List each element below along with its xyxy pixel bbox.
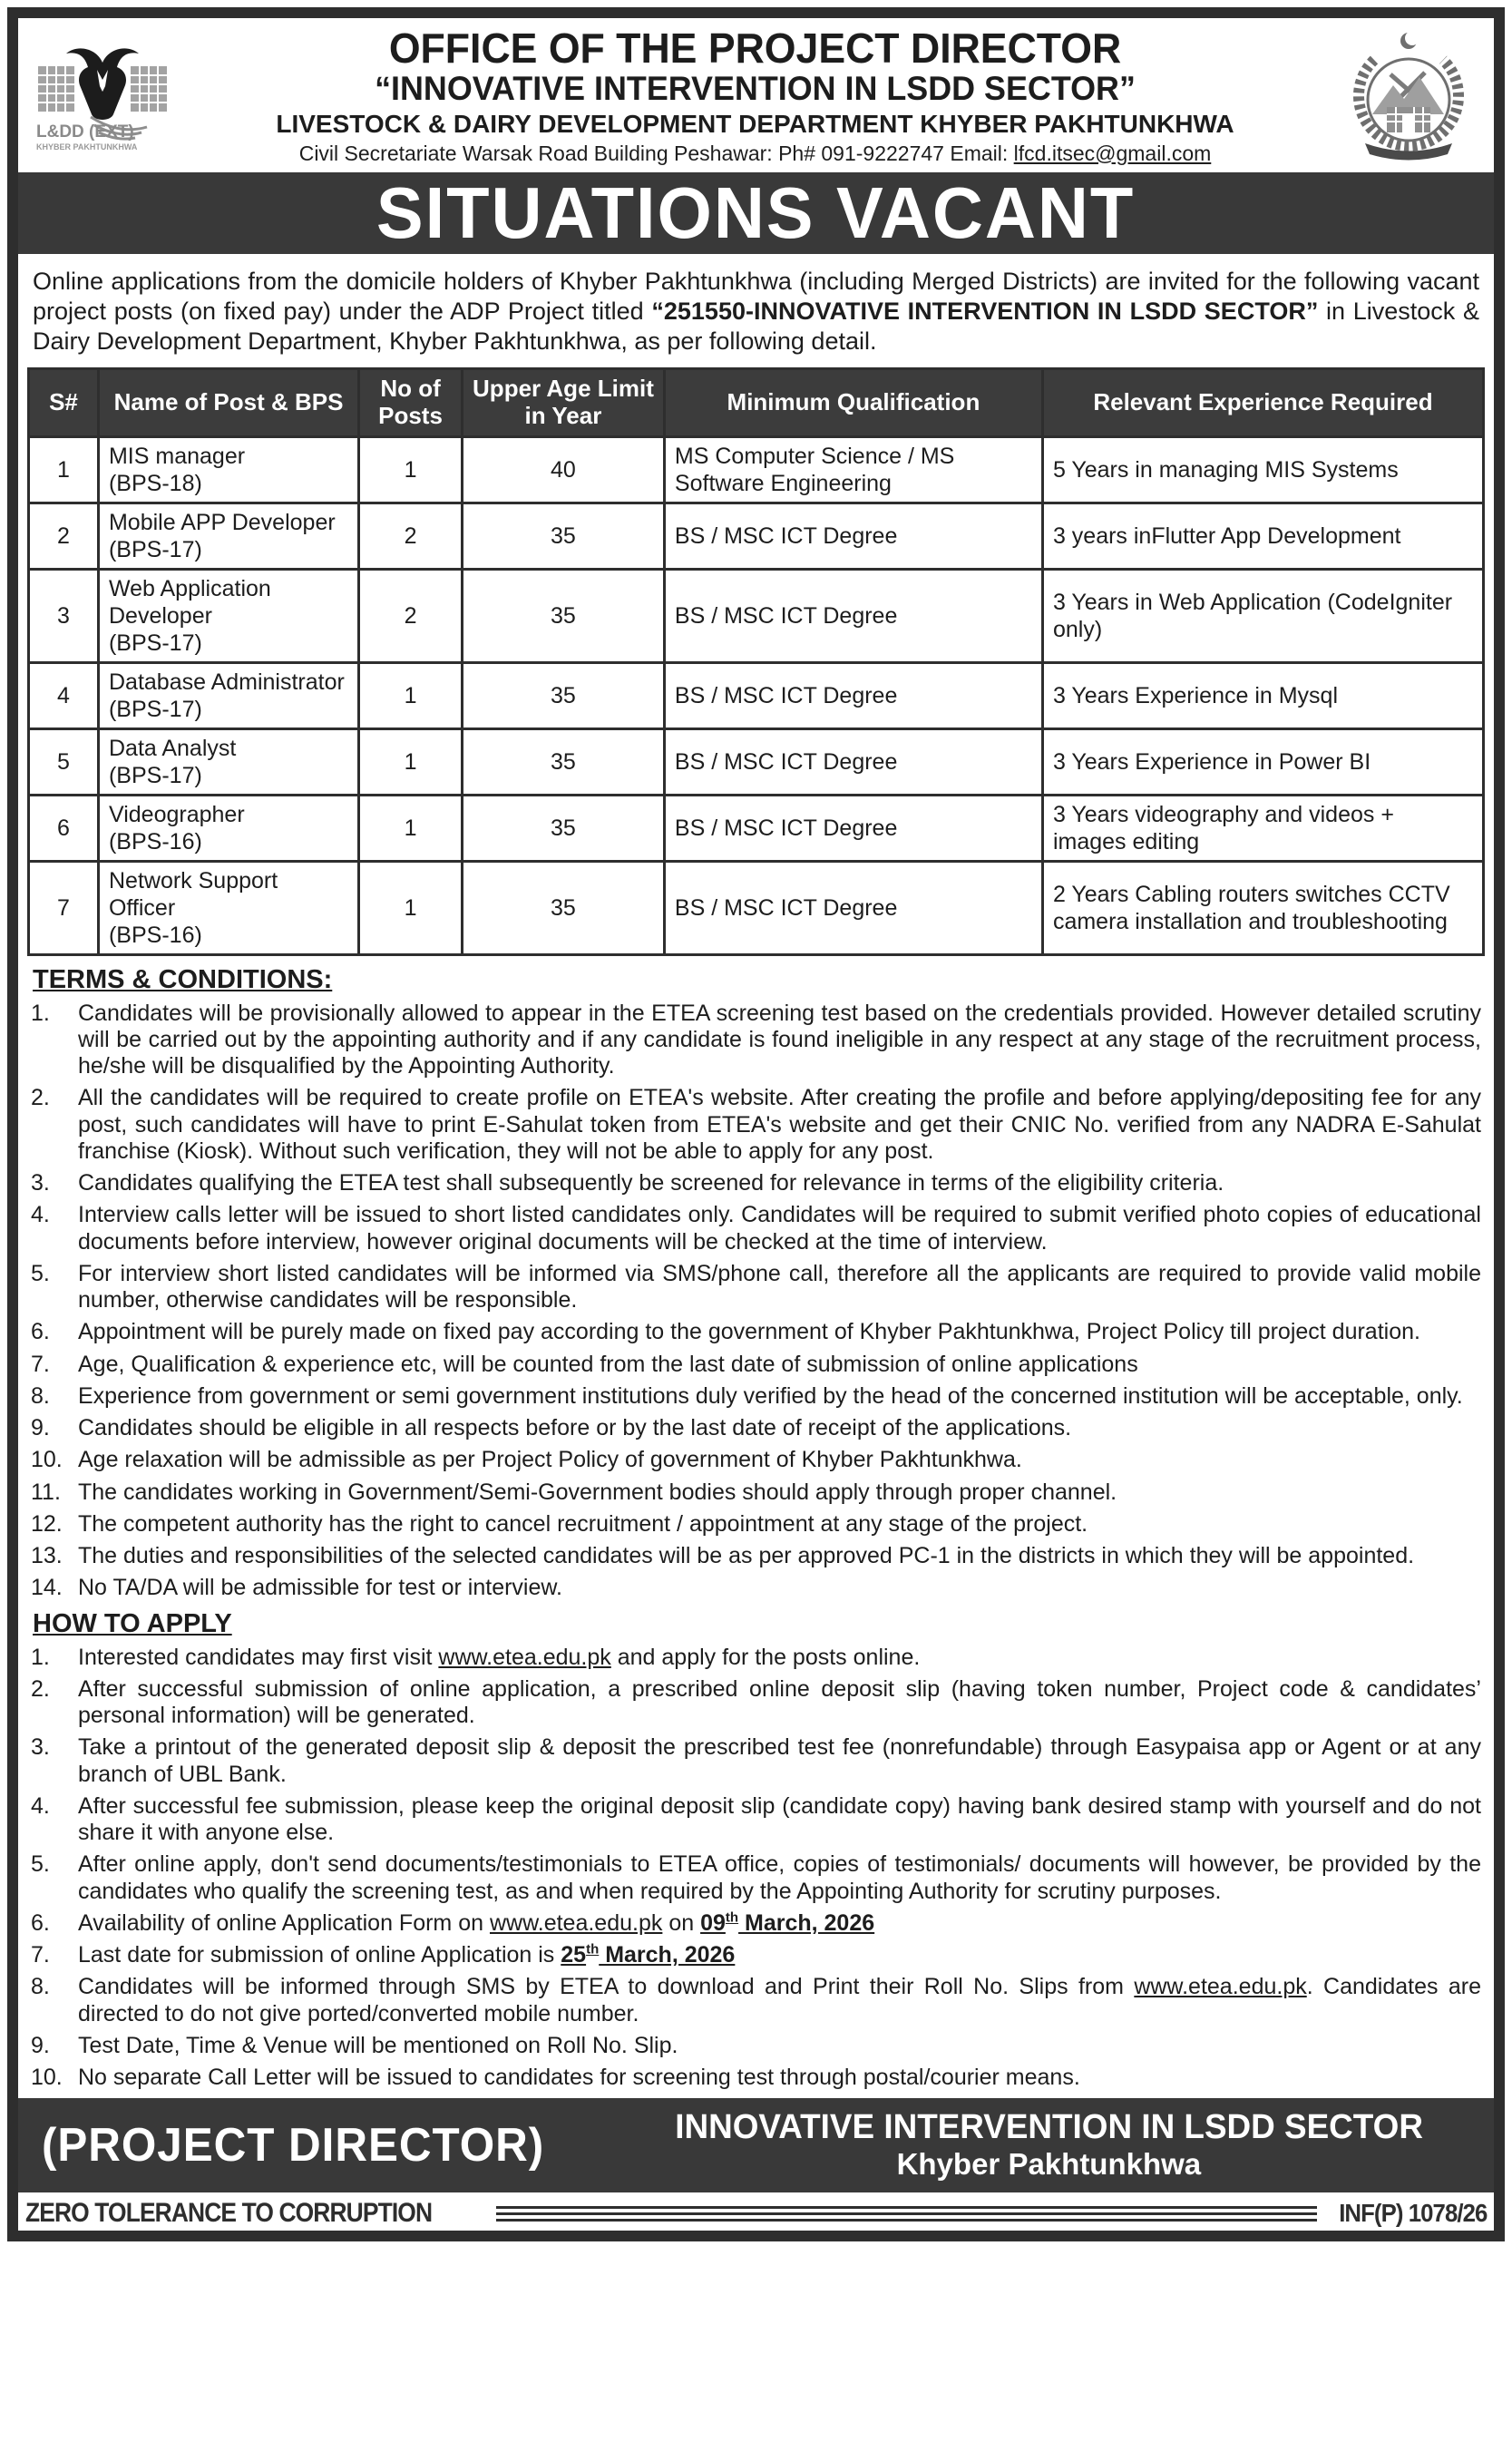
posts-count-cell: 1 (359, 436, 463, 503)
table-row (29, 662, 1484, 728)
text-segment: th (586, 1941, 600, 1958)
item-text (78, 1383, 1481, 1410)
building-graphic (1387, 107, 1430, 132)
serial-number-cell: 4 (29, 662, 99, 728)
item-text (78, 1319, 1481, 1345)
item-number: 8. (31, 1974, 50, 2000)
experience-cell: 3 Years in Web Application (CodeIgniter only) (1042, 569, 1483, 662)
text-segment: 09 (700, 1909, 726, 1936)
text-segment: Interested candidates may first visit (78, 1644, 439, 1670)
column-header: Name of Post & BPS (98, 368, 358, 436)
terms-item (31, 1085, 1481, 1165)
how-to-apply-item (31, 1645, 1481, 1671)
item-text (78, 1575, 1481, 1601)
posts-count-cell: 2 (359, 503, 463, 569)
how-to-apply-item (31, 2033, 1481, 2059)
item-number: 8. (31, 1382, 50, 1409)
serial-number-cell: 5 (29, 728, 99, 795)
item-text (78, 2033, 1481, 2059)
ad-header (18, 18, 1494, 172)
qualification-cell: BS / MSC ICT Degree (664, 569, 1042, 662)
text-segment: March, 2026 (599, 1942, 736, 1968)
post-title: Network Support Officer (108, 867, 278, 921)
item-text (78, 1543, 1481, 1569)
item-number: 2. (31, 1675, 50, 1702)
post-bps: (BPS-18) (108, 470, 202, 496)
post-name-cell (98, 662, 358, 728)
item-number: 9. (31, 2032, 50, 2058)
post-name-cell (98, 728, 358, 795)
item-number: 11. (31, 1479, 61, 1505)
text-segment: No TA/DA will be admissible for test or interview. (78, 1575, 562, 1601)
post-bps: (BPS-17) (108, 630, 202, 656)
ad-reference-number: INF(P) 1078/26 (1338, 2199, 1487, 2228)
item-number: 9. (31, 1415, 50, 1441)
text-segment: The duties and responsibilities of the selected candidates will be as per approved PC-1 in the districts in which they will be appointed. (78, 1543, 1415, 1569)
item-text (78, 1001, 1481, 1080)
posts-count-cell: 1 (359, 662, 463, 728)
serial-number-cell: 6 (29, 795, 99, 861)
divider-lines-icon (496, 2206, 1316, 2222)
experience-cell: 2 Years Cabling routers switches CCTV camera installation and troubleshooting (1042, 861, 1483, 954)
intro-paragraph (18, 254, 1494, 364)
text-segment: Last date for submission of online Application is (78, 1942, 561, 1968)
post-title: Database Administrator (108, 669, 345, 695)
footer-band (18, 2098, 1494, 2192)
project-title: “INNOVATIVE INTERVENTION IN LSDD SECTOR” (375, 69, 1136, 107)
experience-cell: 3 Years Experience in Mysql (1042, 662, 1483, 728)
kp-government-emblem (1336, 27, 1481, 165)
item-text (78, 1974, 1481, 2027)
item-number: 5. (31, 1851, 50, 1878)
text-segment: Experience from government or semi government institutions duly verified by the head of the concerned institution will be acceptable, only. (78, 1382, 1463, 1409)
item-number: 6. (31, 1909, 50, 1936)
posts-table-body (29, 436, 1484, 954)
table-row (29, 436, 1484, 503)
text-segment: Test Date, Time & Venue will be mentioned on Roll No. Slip. (78, 2032, 678, 2058)
text-segment: Appointment will be purely made on fixed pay according to the government of Khyber Pakhtunkhwa, Project Policy till project duration. (78, 1319, 1420, 1345)
address-text: Civil Secretariate Warsak Road Building Peshawar: Ph# 091-9222747 Email: (298, 141, 1014, 165)
terms-item (31, 1352, 1481, 1378)
item-text (78, 1447, 1481, 1473)
post-title: Web Application Developer (108, 575, 271, 629)
age-limit-cell: 35 (462, 503, 664, 569)
text-segment: “251550-INNOVATIVE INTERVENTION IN LSDD SECTOR” (651, 297, 1319, 325)
item-text (78, 1261, 1481, 1314)
how-to-apply-item (31, 2065, 1481, 2091)
terms-item (31, 1383, 1481, 1410)
table-row (29, 503, 1484, 569)
item-number: 7. (31, 1942, 50, 1968)
terms-item (31, 1575, 1481, 1601)
post-title: Data Analyst (108, 735, 237, 761)
item-text (78, 1734, 1481, 1788)
terms-item (31, 1415, 1481, 1441)
text-segment: Candidates should be eligible in all respects before or by the last date of receipt of the applications. (78, 1415, 1072, 1441)
item-number: 2. (31, 1085, 50, 1111)
posts-count-cell: 1 (359, 861, 463, 954)
age-limit-cell: 35 (462, 569, 664, 662)
how-to-apply-item (31, 1793, 1481, 1847)
serial-number-cell: 3 (29, 569, 99, 662)
bottom-strip (18, 2192, 1494, 2231)
table-row (29, 795, 1484, 861)
item-text (78, 1352, 1481, 1378)
item-number: 3. (31, 1734, 50, 1761)
how-to-apply-item (31, 1910, 1481, 1937)
how-to-apply-item (31, 1851, 1481, 1905)
how-to-apply-item (31, 1974, 1481, 2027)
lsdd-logo-sublabel: KHYBER PAKHTUNKHWA (36, 142, 138, 151)
item-text (78, 2065, 1481, 2091)
item-number: 4. (31, 1202, 50, 1228)
text-segment: For interview short listed candidates will be informed via SMS/phone call, therefore all the applicants are required to provide valid mobile number, otherwise candidates will be responsible. (78, 1260, 1481, 1313)
age-limit-cell: 35 (462, 861, 664, 954)
footer-project-block (628, 2109, 1470, 2182)
table-header-row (29, 368, 1484, 436)
ad-frame (7, 7, 1505, 2241)
experience-cell: 5 Years in managing MIS Systems (1042, 436, 1483, 503)
column-header: Minimum Qualification (664, 368, 1042, 436)
terms-item (31, 1261, 1481, 1314)
text-segment: Candidates will be provisionally allowed to appear in the ETEA screening test based on the credentials provided. However detailed scrutiny will be carried out by the appointing authority and if any candidate is found ineligible in any respect at any stage of the recruitment process, he/she will be disqualified by the Appointing Authority. (78, 1000, 1481, 1079)
item-number: 3. (31, 1170, 50, 1196)
qualification-cell: BS / MSC ICT Degree (664, 795, 1042, 861)
item-number: 1. (31, 1644, 50, 1670)
text-segment: Interview calls letter will be issued to short listed candidates only. Candidates will be required to submit verified photo copies of educational documents before interview, however original documents will be checked at the time of interview. (78, 1202, 1481, 1255)
terms-item (31, 1511, 1481, 1538)
text-segment: in Livestock & Dairy Development Department, Khyber Pakhtunkhwa, as per following detail. (33, 297, 1480, 355)
qualification-cell: BS / MSC ICT Degree (664, 662, 1042, 728)
terms-item (31, 1319, 1481, 1345)
text-segment: After successful submission of online application, a prescribed online deposit slip (having token number, Project code & candidates’ personal information) will be generated. (78, 1675, 1481, 1729)
post-name-cell (98, 503, 358, 569)
item-text (78, 1511, 1481, 1538)
text-segment: www.etea.edu.pk (438, 1644, 611, 1670)
column-header: Upper Age Limit in Year (462, 368, 664, 436)
table-row (29, 728, 1484, 795)
project-director-signature: (PROJECT DIRECTOR) (42, 2119, 545, 2173)
age-limit-cell: 35 (462, 795, 664, 861)
post-bps: (BPS-16) (108, 922, 202, 948)
vacancies-table (27, 367, 1485, 956)
text-segment: Age relaxation will be admissible as per Project Policy of government of Khyber Pakhtunkhwa. (78, 1447, 1022, 1473)
item-number: 10. (31, 2065, 63, 2091)
item-number: 1. (31, 1000, 50, 1026)
age-limit-cell: 35 (462, 662, 664, 728)
text-segment: and apply for the posts online. (610, 1644, 921, 1670)
item-text (78, 1910, 1481, 1937)
table-row (29, 569, 1484, 662)
text-segment: Age, Qualification & experience etc, will be counted from the last date of submission of online applications (78, 1351, 1138, 1377)
posts-count-cell: 1 (359, 728, 463, 795)
text-segment: Take a printout of the generated deposit slip & deposit the prescribed test fee (nonrefundable) through Easypaisa app or Agent or at any branch of UBL Bank. (78, 1734, 1481, 1787)
lsdd-logo-label: L&DD (EXT) (36, 122, 134, 142)
post-name-cell (98, 795, 358, 861)
text-segment: Availability of online Application Form on (78, 1909, 490, 1936)
text-segment: www.etea.edu.pk (489, 1909, 663, 1936)
text-segment: Candidates will be informed through SMS by ETEA to download and Print their Roll No. Slips from (78, 1974, 1135, 2000)
post-bps: (BPS-17) (108, 696, 202, 722)
text-segment: 25 (561, 1942, 587, 1968)
how-to-apply-list (18, 1645, 1494, 2092)
lsdd-department-logo (31, 28, 174, 164)
post-name-cell (98, 861, 358, 954)
age-limit-cell: 35 (462, 728, 664, 795)
qualification-cell: BS / MSC ICT Degree (664, 861, 1042, 954)
situations-vacant-banner (18, 172, 1494, 254)
posts-count-cell: 1 (359, 795, 463, 861)
item-number: 12. (31, 1510, 63, 1537)
item-text (78, 1851, 1481, 1905)
how-to-apply-item (31, 1734, 1481, 1788)
qualification-cell: BS / MSC ICT Degree (664, 503, 1042, 569)
department-title: LIVESTOCK & DAIRY DEVELOPMENT DEPARTMENT KHYBER PAKHTUNKHWA (276, 109, 1234, 138)
text-segment: The candidates working in Government/Semi-Government bodies should apply through proper channel. (78, 1479, 1117, 1505)
zero-tolerance-slogan: ZERO TOLERANCE TO CORRUPTION (25, 2198, 433, 2229)
post-name-cell (98, 569, 358, 662)
post-title: MIS manager (108, 443, 246, 469)
banner-text: SITUATIONS VACANT (376, 172, 1136, 253)
column-header: No of Posts (359, 368, 463, 436)
email-link: lfcd.itsec@gmail.com (1013, 141, 1212, 165)
item-number: 6. (31, 1319, 50, 1345)
terms-item (31, 1202, 1481, 1255)
post-name-cell (98, 436, 358, 503)
post-bps: (BPS-17) (108, 762, 202, 788)
terms-item (31, 1001, 1481, 1080)
item-number: 4. (31, 1792, 50, 1819)
table-row (29, 861, 1484, 954)
text-segment: Online applications from the domicile holders of Khyber Pakhtunkhwa (including Merged Districts) are invited for the following vacant project posts (on fixed pay) under the ADP Project titled (33, 268, 1479, 325)
item-text (78, 1415, 1481, 1441)
serial-number-cell: 2 (29, 503, 99, 569)
terms-heading: TERMS & CONDITIONS: (33, 964, 333, 994)
qualification-cell: MS Computer Science / MS Software Engineering (664, 436, 1042, 503)
terms-item (31, 1447, 1481, 1473)
item-text (78, 1202, 1481, 1255)
text-segment: www.etea.edu.pk (1134, 1974, 1307, 2000)
post-bps: (BPS-16) (108, 828, 202, 854)
text-segment: on (662, 1909, 701, 1936)
how-to-apply-item (31, 1942, 1481, 1968)
terms-item (31, 1479, 1481, 1506)
item-text (78, 1170, 1481, 1196)
office-title: OFFICE OF THE PROJECT DIRECTOR (388, 24, 1122, 72)
experience-cell: 3 Years Experience in Power BI (1042, 728, 1483, 795)
item-text (78, 1793, 1481, 1847)
text-segment: . Candidates are directed to do not give ported/converted mobile number. (78, 1974, 1481, 2026)
text-segment: All the candidates will be required to create profile on ETEA's website. After creating the profile and before applying/depositing fee for any post, such candidates will have to print E-Sahulat token from ETEA's website and get their CNIC No. verified from any NADRA E-Sahulat franchise (Kiosk). Without such verification, they will not be able to apply for any post. (78, 1085, 1481, 1164)
column-header: S# (29, 368, 99, 436)
item-number: 10. (31, 1447, 63, 1473)
footer-project-name: INNOVATIVE INTERVENTION IN LSDD SECTOR (675, 2108, 1423, 2147)
posts-count-cell: 2 (359, 569, 463, 662)
text-segment: th (725, 1909, 739, 1926)
text-segment: Candidates qualifying the ETEA test shall subsequently be screened for relevance in terms of the eligibility criteria. (78, 1170, 1224, 1196)
item-number: 5. (31, 1260, 50, 1286)
item-number: 7. (31, 1351, 50, 1377)
post-bps: (BPS-17) (108, 536, 202, 562)
terms-list (18, 1001, 1494, 1602)
post-title: Mobile APP Developer (108, 509, 336, 535)
serial-number-cell: 1 (29, 436, 99, 503)
column-header: Relevant Experience Required (1042, 368, 1483, 436)
footer-province: Khyber Pakhtunkhwa (896, 2147, 1202, 2182)
serial-number-cell: 7 (29, 861, 99, 954)
text-segment: After online apply, don't send documents/testimonials to ETEA office, copies of testimonials/ documents will however, be provided by the candidates who qualify the screening test, as and when required by the Appointing Authority for scrutiny purposes. (78, 1851, 1481, 1904)
item-number: 13. (31, 1543, 63, 1569)
text-segment: After successful fee submission, please keep the original deposit slip (candidate copy) having bank desired stamp with yourself and do not share it with anyone else. (78, 1792, 1481, 1846)
experience-cell: 3 years inFlutter App Development (1042, 503, 1483, 569)
item-text (78, 1479, 1481, 1506)
text-segment: March, 2026 (738, 1909, 875, 1936)
qualification-cell: BS / MSC ICT Degree (664, 728, 1042, 795)
header-text-block (174, 24, 1336, 165)
age-limit-cell: 40 (462, 436, 664, 503)
experience-cell: 3 Years videography and videos + images editing (1042, 795, 1483, 861)
address-line (174, 142, 1336, 165)
terms-item (31, 1170, 1481, 1196)
item-text (78, 1676, 1481, 1730)
item-number: 14. (31, 1575, 63, 1601)
item-text (78, 1942, 1481, 1968)
item-text (78, 1085, 1481, 1165)
how-to-apply-heading: HOW TO APPLY (33, 1608, 232, 1638)
text-segment: The competent authority has the right to cancel recruitment / appointment at any stage of the project. (78, 1510, 1088, 1537)
text-segment: No separate Call Letter will be issued to candidates for screening test through postal/courier means. (78, 2065, 1080, 2091)
post-title: Videographer (108, 801, 245, 827)
how-to-apply-item (31, 1676, 1481, 1730)
terms-item (31, 1543, 1481, 1569)
item-text (78, 1645, 1481, 1671)
